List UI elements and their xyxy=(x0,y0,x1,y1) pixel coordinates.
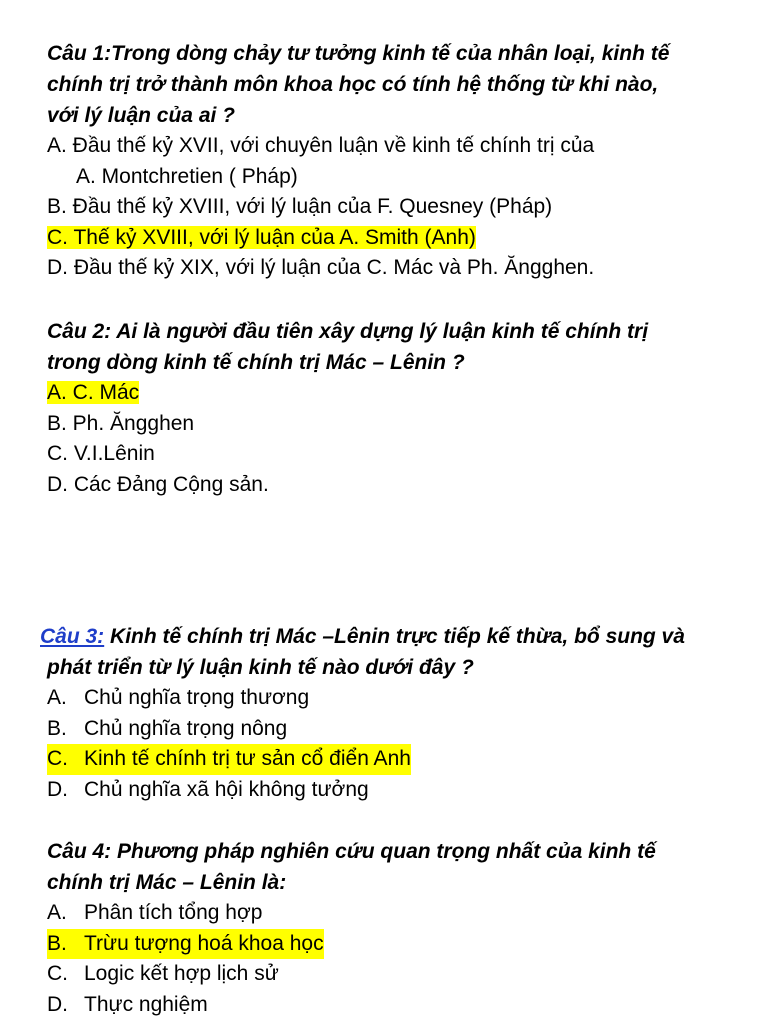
question-2-stem-line-2: trong dòng kinh tế chính trị Mác – Lênin ? xyxy=(47,351,465,374)
question-2-option-d: D. Các Đảng Cộng sản. xyxy=(47,472,269,496)
question-1-option-a: A. Đầu thế kỷ XVII, với chuyên luận về kinh tế chính trị của xyxy=(47,134,595,157)
question-1-stem-line-2: chính trị trở thành môn khoa học có tính hệ thống từ khi nào, xyxy=(47,73,659,96)
question-3-option-b: B. Chủ nghĩa trọng nông xyxy=(47,716,288,740)
question-2 xyxy=(47,316,752,500)
question-2-stem xyxy=(47,316,752,378)
question-1-option-d: D. Đầu thế kỷ XIX, với lý luận của C. Mác và Ph. Ăngghen. xyxy=(47,256,595,279)
question-1-option-b: B. Đầu thế kỷ XVIII, với lý luận của F. Quesney (Pháp) xyxy=(47,195,553,218)
question-3-stem-line-2: phát triển từ lý luận kinh tế nào dưới đây ? xyxy=(47,656,474,679)
question-1-stem-line-3: với lý luận của ai ? xyxy=(47,104,235,127)
question-2-option-c: C. V.I.Lênin xyxy=(47,442,155,465)
question-4-stem-line-1: Câu 4: Phương pháp nghiên cứu quan trọng nhất của kinh tế xyxy=(47,840,656,863)
question-4-option-a: A. Phân tích tổng hợp xyxy=(47,901,263,924)
question-3-option-d: D. Chủ nghĩa xã hội không tưởng xyxy=(47,777,369,801)
question-4-option-c: C. Logic kết hợp lịch sử xyxy=(47,962,279,985)
question-3-label: Câu 3: xyxy=(40,625,105,648)
question-2-option-b: B. Ph. Ăngghen xyxy=(47,411,195,435)
question-3-stem-line-1-text: Kinh tế chính trị Mác –Lênin trực tiếp kế thừa, bổ sung và xyxy=(104,625,685,648)
question-4 xyxy=(47,836,752,1020)
question-4-stem xyxy=(47,836,752,898)
question-2-stem-line-1: Câu 2: Ai là người đầu tiên xây dựng lý luận kinh tế chính trị xyxy=(47,320,649,343)
question-3-stem xyxy=(40,621,745,683)
question-3 xyxy=(40,621,745,805)
question-1-option-c-correct: C. Thế kỷ XVIII, với lý luận của A. Smith (Anh) xyxy=(47,225,476,249)
question-1-stem xyxy=(47,38,752,131)
question-3-option-a: A. Chủ nghĩa trọng thương xyxy=(47,686,310,709)
question-3-stem-line-1 xyxy=(40,621,745,652)
question-4-stem-line-2: chính trị Mác – Lênin là: xyxy=(47,871,287,894)
question-4-option-d: D. Thực nghiệm xyxy=(47,992,208,1016)
question-1-stem-line-1: Câu 1:Trong dòng chảy tư tưởng kinh tế của nhân loại, kinh tế xyxy=(47,42,670,65)
question-3-option-c-correct: C. Kinh tế chính trị tư sản cổ điển Anh xyxy=(47,744,745,775)
question-4-option-b-correct: B. Trừu tượng hoá khoa học xyxy=(47,929,752,960)
question-1 xyxy=(47,38,752,284)
question-1-option-a-continued: A. Montchretien ( Pháp) xyxy=(76,164,298,188)
question-2-option-a-correct: A. C. Mác xyxy=(47,381,140,404)
